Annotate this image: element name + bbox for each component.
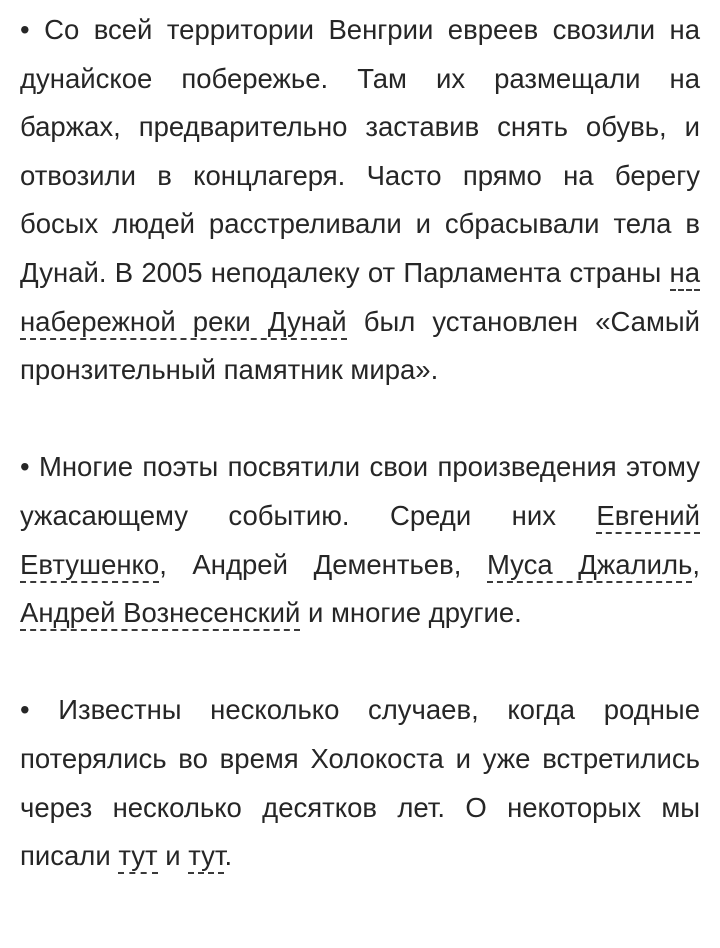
paragraph-text: , Андрей Дементьев, <box>159 548 487 580</box>
link-here-1[interactable]: тут <box>118 840 157 874</box>
paragraph-text: был установлен «Самый пронзительный памятник мира». <box>20 305 700 386</box>
link-jalil[interactable]: Муса Джалиль <box>487 549 692 583</box>
bullet: • <box>20 694 30 726</box>
paragraph-text: Со всей территории Венгрии евреев свозили на дунайское побережье. Там их размещали на баржах, предварительно заставив снять обувь, и отвозили в концлагеря. Часто прямо на берегу босых людей расстреливали и сбрасывали тела в Дунай. В 2005 неподалеку от Парламента страны <box>20 14 700 288</box>
link-here-2[interactable]: тут <box>188 840 224 874</box>
paragraph-text: и <box>157 840 189 872</box>
paragraph-poets <box>20 443 700 637</box>
link-danube-embankment[interactable]: на набережной реки Дунай <box>20 257 700 340</box>
link-voznesensky[interactable]: Андрей Вознесенский <box>20 597 300 631</box>
paragraph-text: и многие другие. <box>300 597 522 629</box>
link-yevtushenko[interactable]: Евгений Евтушенко <box>20 500 700 583</box>
paragraph-text: Многие поэты посвятили свои произведения этому ужасающему событию. Среди них <box>20 451 700 531</box>
bullet: • <box>20 451 30 483</box>
bullet: • <box>20 14 30 45</box>
paragraph-text: Известны несколько случаев, когда родные потерялись во время Холокоста и уже встретились через несколько десятков лет. О некоторых мы писали <box>20 694 700 872</box>
paragraph-text: , <box>692 548 700 580</box>
paragraph-text: . <box>224 840 233 872</box>
paragraph-reunions <box>20 686 700 880</box>
paragraph-danube-memorial <box>20 6 700 395</box>
